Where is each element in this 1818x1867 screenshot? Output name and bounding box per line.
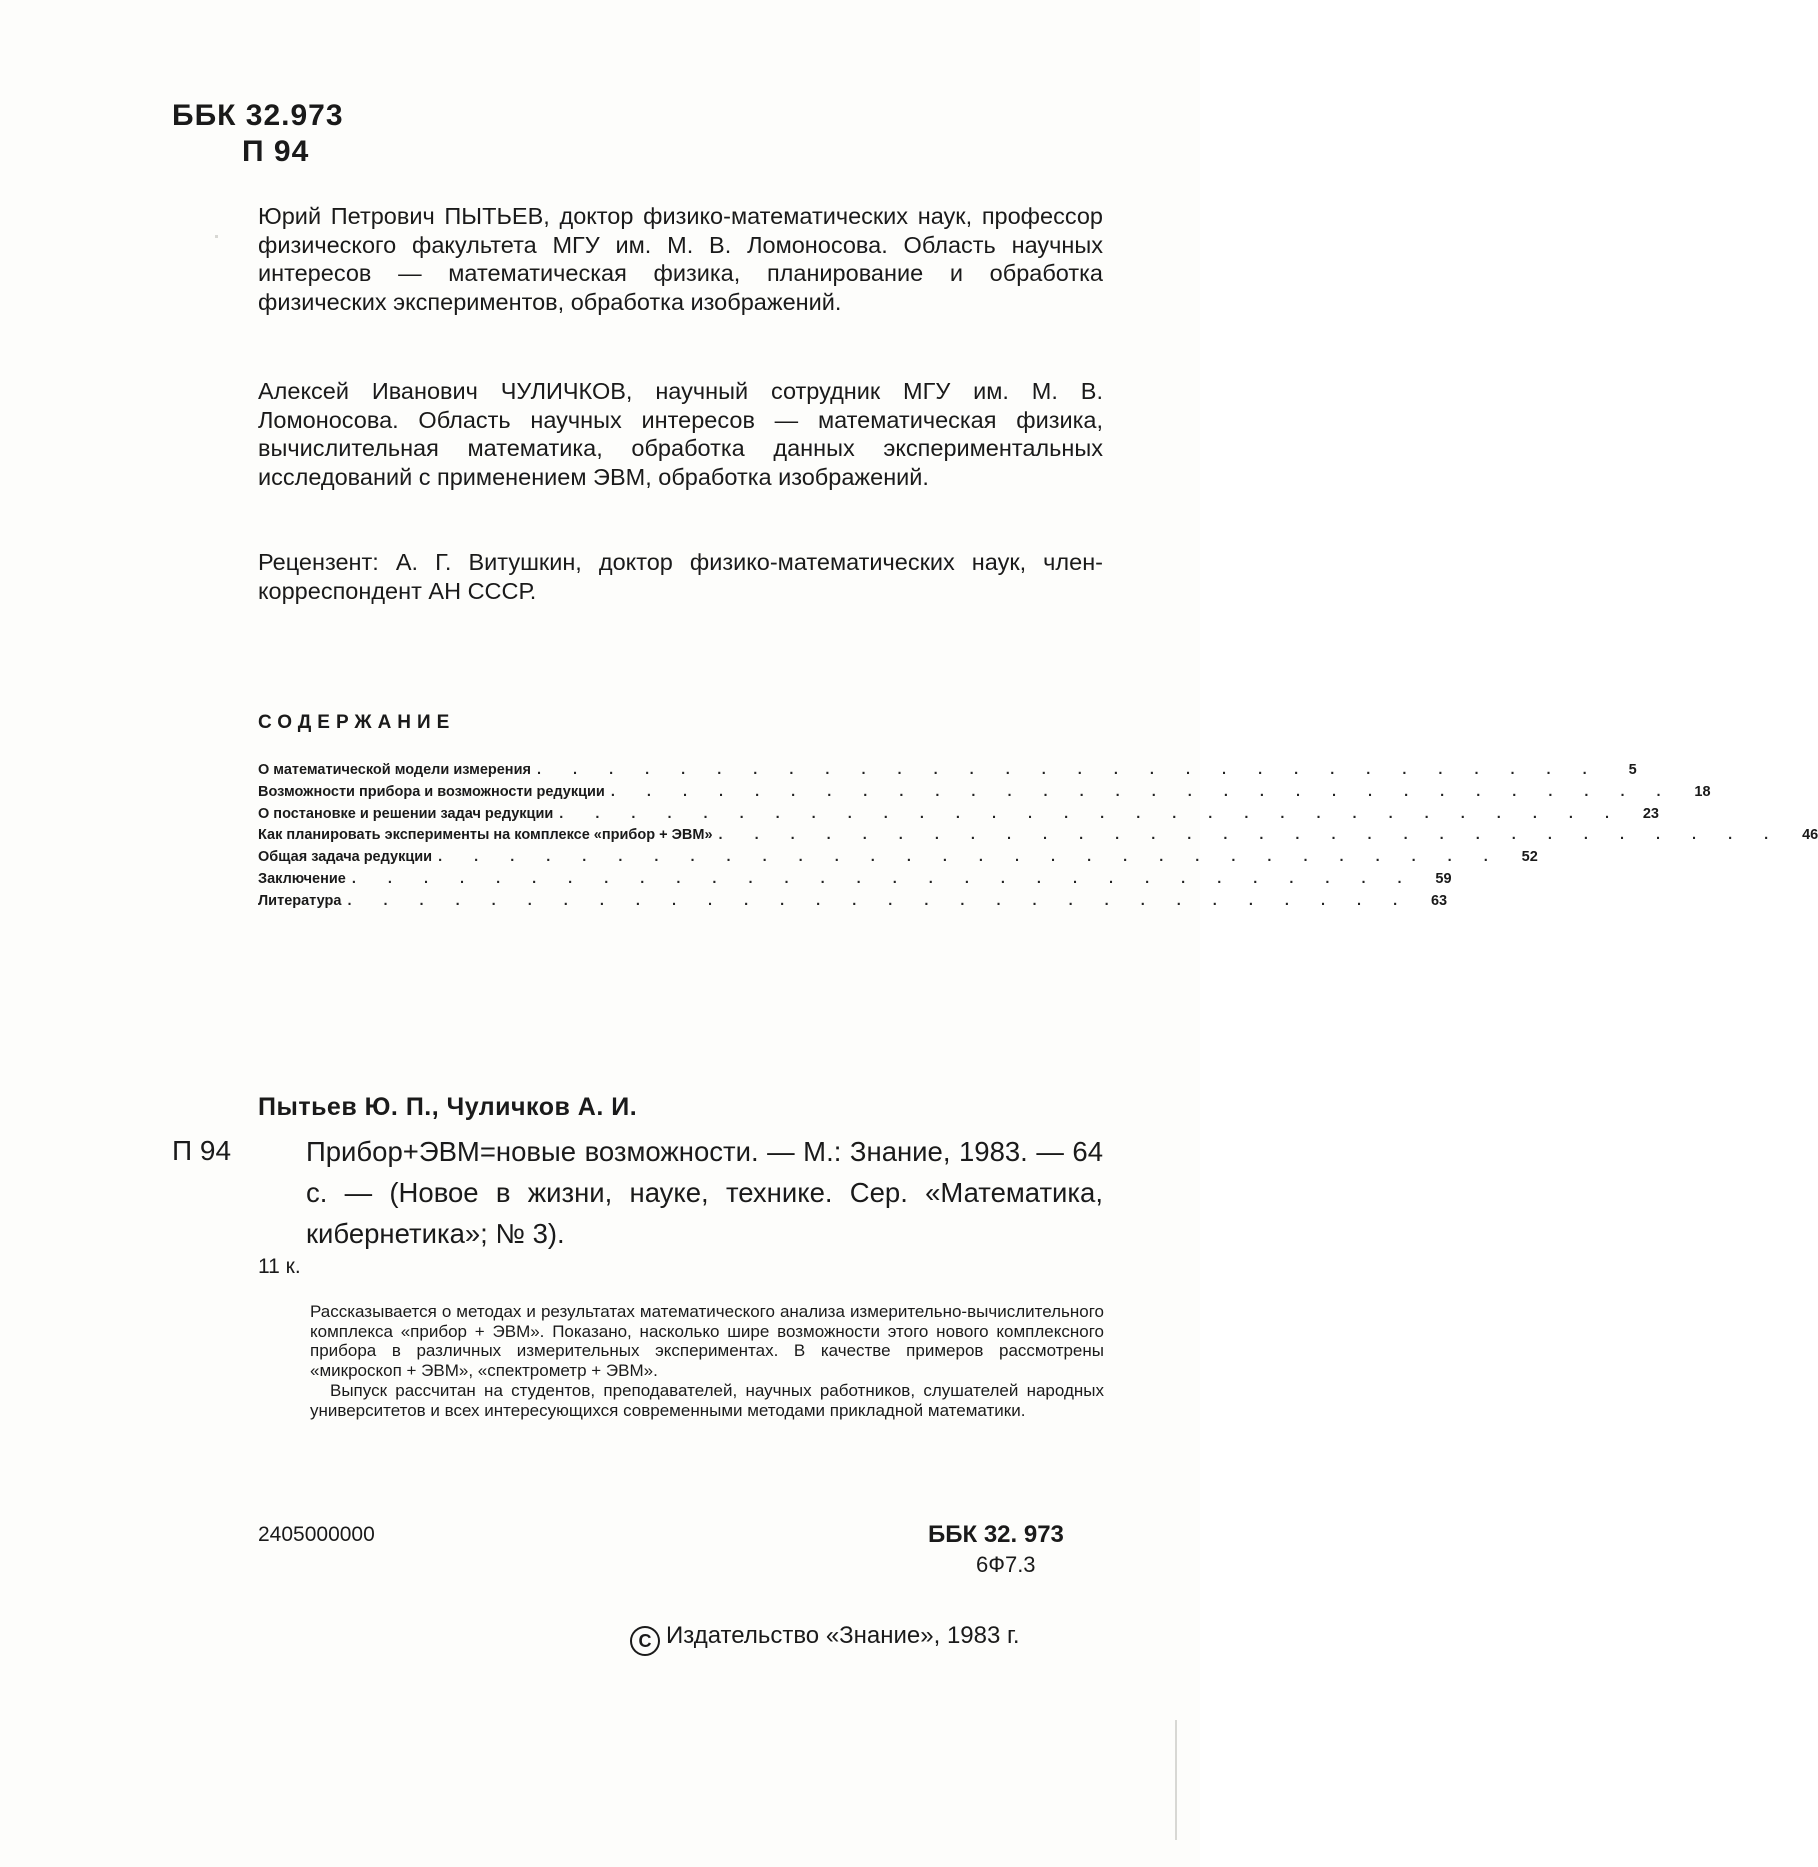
contents-leader-dots: . . . . . . . . . . . . . . . . . . . . . . . . . . . . . . [347, 892, 1412, 909]
scan-dust-mark [215, 235, 218, 238]
copyright-icon: C [630, 1626, 660, 1656]
contents-item [258, 892, 1448, 915]
bottom-classification [928, 1520, 1064, 1580]
copyright-text: Издательство «Знание», 1983 г. [666, 1622, 1020, 1649]
contents-leader-dots: . . . . . . . . . . . . . . . . . . . . . . . . . . . . . . [351, 870, 1416, 887]
contents-item-page: 5 [1628, 762, 1637, 778]
card-description: Прибор+ЭВМ=новые возможности. — М.: Знание, 1983. — 64 с. — (Новое в жизни, науке, технике. Сер. «Математика, кибернетика»; № 3). [306, 1136, 1103, 1249]
contents-leader-dots: . . . . . . . . . . . . . . . . . . . . . . . . . . . . . . [438, 849, 1502, 866]
contents-item-label: Заключение [258, 870, 346, 887]
scan-edge-mark [1175, 1720, 1177, 1840]
contents-list [258, 762, 1818, 915]
card-price: 11 к. [258, 1255, 301, 1278]
contents-item [258, 783, 1711, 806]
udk-code: 6Ф7.3 [976, 1552, 1036, 1577]
annotation-paragraph-1: Рассказывается о методах и результатах математического анализа измерительно-вычислительного комплекса «прибор + ЭВМ». Показано, насколько шире возможности этого нового комплексного прибора в различных измерительных экспериментах. В качестве примеров рассмотрены «микроскоп + ЭВМ», «спектрометр + ЭВМ». [310, 1302, 1104, 1381]
contents-leader-dots: . . . . . . . . . . . . . . . . . . . . . . . . . . . . . . [559, 805, 1623, 822]
annotation-paragraph-2: Выпуск рассчитан на студентов, преподавателей, научных работников, слушателей народных университетов и всех интересующихся современными методами прикладной математики. [310, 1380, 1104, 1420]
contents-item [258, 870, 1452, 893]
author-bio-1-text: Юрий Петрович ПЫТЬЕВ, доктор физико-математических наук, профессор физического факультета МГУ им. М. В. Ломоносова. Область научных интересов — математическая физика, планирование и обработка физических экспериментов, обработка изображений. [258, 203, 1103, 315]
contents-item-label: Возможности прибора и возможности редукции [258, 783, 605, 800]
contents-title: СОДЕРЖАНИЕ [258, 712, 456, 733]
classification-header [172, 98, 344, 170]
reviewer-text: Рецензент: А. Г. Витушкин, доктор физико-математических наук, член-корреспондент АН СССР. [258, 549, 1103, 604]
contents-leader-dots: . . . . . . . . . . . . . . . . . . . . . . . . . . . . . . [536, 762, 1601, 778]
contents-item-page: 63 [1430, 892, 1448, 909]
contents-item-page: 46 [1802, 827, 1818, 844]
contents-item-label: Общая задача редукции [258, 849, 433, 866]
contents-item-label: О постановке и решении задач редукции [258, 805, 554, 822]
contents-item [258, 827, 1818, 849]
author-bio-2 [258, 377, 1103, 491]
contents-item-page: 18 [1694, 783, 1711, 800]
contents-leader-dots: . . . . . . . . . . . . . . . . . . . . . . . . . . . . . . [718, 827, 1783, 844]
copyright-line [630, 1622, 1020, 1656]
index-code: 2405000000 [258, 1523, 375, 1546]
author-mark-code: П 94 [242, 135, 310, 168]
author-bio-2-text: Алексей Иванович ЧУЛИЧКОВ, научный сотрудник МГУ им. М. В. Ломоносова. Область научных интересов — математическая физика, вычислительная математика, обработка данных экспериментальных исследований с применением ЭВМ, обработка изображений. [258, 378, 1103, 490]
contents-item-page: 52 [1521, 849, 1538, 866]
contents-item-page: 59 [1435, 870, 1452, 887]
card-code: П 94 [172, 1135, 232, 1166]
contents-item [258, 762, 1637, 784]
annotation [310, 1302, 1104, 1420]
contents-item [258, 849, 1538, 871]
contents-leader-dots: . . . . . . . . . . . . . . . . . . . . . . . . . . . . . . [610, 783, 1675, 800]
author-bio-1 [258, 202, 1103, 316]
contents-item-label: Как планировать эксперименты на комплексе «прибор + ЭВМ» [258, 827, 713, 844]
reviewer-note [258, 548, 1103, 605]
contents-item [258, 805, 1659, 828]
bbk-code: ББК 32.973 [172, 99, 344, 132]
card-authors: Пытьев Ю. П., Чуличков А. И. [258, 1093, 638, 1121]
contents-item-label: О математической модели измерения [258, 762, 531, 778]
contents-item-label: Литература [258, 892, 342, 909]
contents-item-page: 23 [1642, 805, 1659, 822]
bottom-bbk-code: ББК 32. 973 [928, 1521, 1064, 1548]
